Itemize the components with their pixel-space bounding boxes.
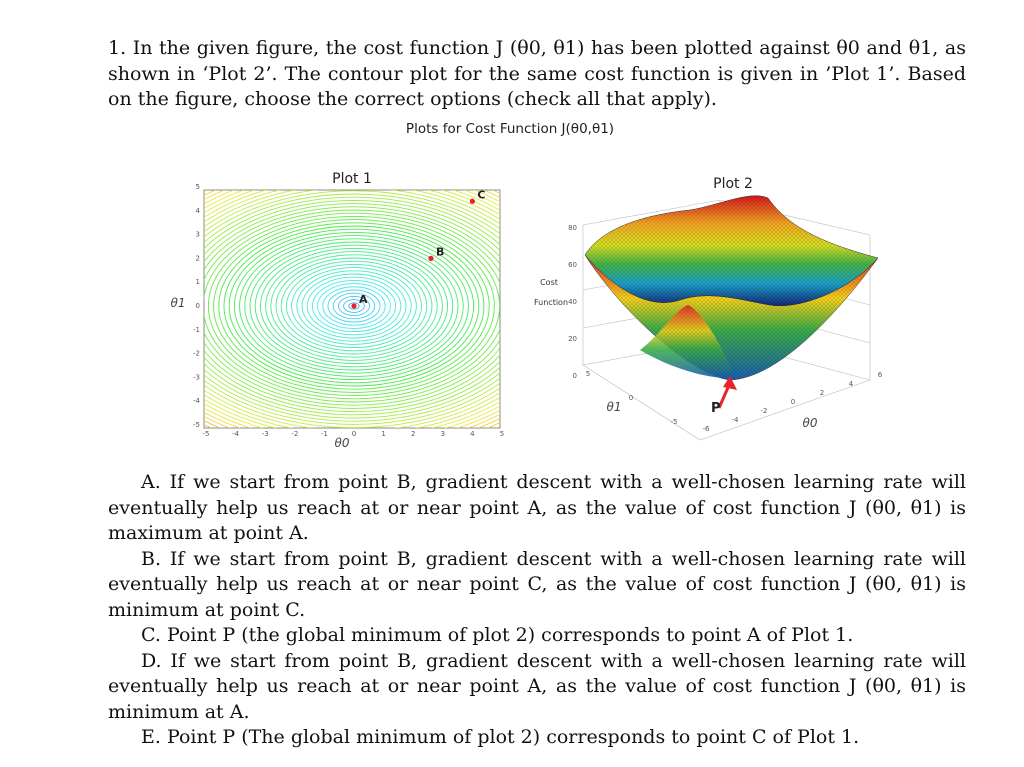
- plot1-x-tick: 4: [470, 430, 475, 438]
- plot2-theta1-ticks: [586, 370, 678, 426]
- plot1-y-tick: -1: [193, 325, 200, 334]
- plot2-theta1-tick: -5: [670, 418, 678, 426]
- plot2-theta0-tick: 6: [877, 371, 883, 379]
- plot1-label: Plot 1: [332, 171, 372, 187]
- plot1-x-tick: -4: [232, 430, 240, 438]
- point-b-label: B: [435, 245, 445, 259]
- plot2-point-label: P: [711, 401, 721, 416]
- point-a: [351, 303, 356, 308]
- plot1-x-tick: 2: [410, 430, 416, 438]
- question-text: 1. In the given figure, the cost function J (θ0, θ1) has been plotted against θ0 and θ1, as shown in ‘Plot 2’. The contour plot for the same cost function is given in ’Plot 1’. Based on the figure, choose the correct options (check all that apply).: [108, 37, 966, 110]
- plot1-y-tick: -3: [193, 373, 200, 382]
- plot2-theta0-label: θ0: [802, 416, 818, 430]
- point-c-label: C: [477, 188, 486, 202]
- plot2-theta0-tick: 4: [848, 380, 854, 388]
- point-a-label: A: [359, 293, 368, 306]
- plot1-y-tick: 3: [195, 230, 200, 239]
- plot1-x-tick: -2: [291, 430, 299, 438]
- plot1-x-tick: -3: [261, 430, 269, 438]
- plot1-y-tick: 5: [195, 183, 200, 191]
- option-e[interactable]: E. Point P (The global minimum of plot 2) corresponds to point C of Plot 1.: [141, 726, 860, 748]
- plot2-z-tick: 60: [568, 261, 577, 269]
- figure: [0, 140, 1024, 470]
- plot2-label: Plot 2: [713, 176, 753, 192]
- plot1-xlabel: θ0: [334, 436, 350, 450]
- plot2-theta0-tick: -2: [760, 407, 768, 415]
- plot1-y-tick: -4: [193, 397, 200, 406]
- plot1-x-tick: 3: [440, 430, 446, 438]
- plot2-zlabel-1: Cost: [540, 278, 558, 287]
- plot1-y-tick: 2: [195, 254, 200, 263]
- plot2-z-ticks: [568, 224, 577, 380]
- option-c[interactable]: C. Point P (the global minimum of plot 2) corresponds to point A of Plot 1.: [141, 624, 854, 646]
- plot2-theta1-tick: 5: [585, 370, 591, 378]
- figure-title-text: Plots for Cost Function J(θ0,θ1): [405, 121, 615, 137]
- plot1-x-tick: 1: [381, 430, 386, 438]
- plot2-theta1-tick: 0: [628, 394, 634, 402]
- plot2-theta0-tick: 2: [819, 389, 825, 397]
- plot2-z-tick: 20: [568, 335, 577, 343]
- plot2-theta0-tick: -6: [702, 425, 710, 433]
- plot1-y-tick: 0: [195, 302, 200, 310]
- plot1-x-tick: 5: [499, 430, 505, 438]
- option-b[interactable]: B. If we start from point B, gradient descent with a well-chosen learning rate will eventually help us reach at or near point C, as the value of cost function J (θ0, θ1) is minimum at point C.: [108, 547, 966, 621]
- plot1-x-tick: 0: [351, 430, 357, 438]
- plot2-surface: [585, 196, 878, 380]
- plot2-theta0-tick: 0: [790, 398, 796, 406]
- plot1-y-tick: -5: [193, 421, 200, 429]
- plot2-arrow: [719, 376, 737, 408]
- plot1-x-ticks: [203, 430, 505, 438]
- plot1-y-tick: -2: [193, 349, 200, 358]
- plot2-z-tick: 80: [568, 224, 577, 232]
- plot2-theta1-label: θ1: [606, 400, 622, 414]
- plot1-y-tick: 1: [195, 278, 200, 287]
- plot2-z-tick: 0: [572, 372, 577, 380]
- option-a[interactable]: A. If we start from point B, gradient descent with a well-chosen learning rate will eventually help us reach at or near point A, as the value of cost function J (θ0, θ1) is maximum at point A.: [108, 471, 966, 544]
- figure-title: [0, 121, 1024, 137]
- point-c: [470, 199, 475, 204]
- point-b: [428, 256, 433, 261]
- plot1-x-tick: -5: [202, 430, 210, 438]
- options-list: [108, 470, 966, 751]
- plot1-y-ticks: [193, 183, 201, 429]
- plot2-z-tick: 40: [568, 298, 577, 306]
- plot1-ylabel: θ1: [170, 296, 186, 310]
- plot1-x-tick: -1: [320, 430, 328, 438]
- option-d[interactable]: D. If we start from point B, gradient descent with a well-chosen learning rate will eventually help us reach at or near point A, as the value of cost function J (θ0, θ1) is minimum at A.: [108, 649, 966, 723]
- plot1-y-tick: 4: [195, 206, 200, 215]
- plot2-theta0-tick: -4: [731, 416, 739, 424]
- plot2-zlabel-2: Function: [533, 298, 569, 307]
